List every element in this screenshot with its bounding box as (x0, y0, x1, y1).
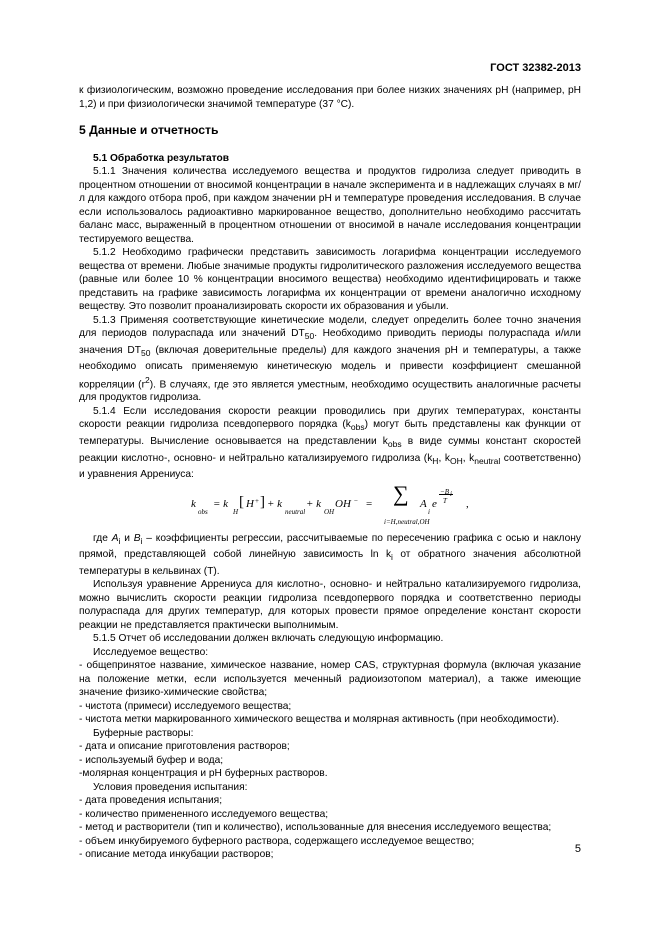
list-item: - чистота (примеси) исследуемого вещества; (79, 700, 292, 712)
standard-header: ГОСТ 32382-2013 (490, 62, 581, 74)
list-item: - дата и описание приготовления растворов; (79, 741, 290, 753)
buffers-label: Буферные растворы: (93, 727, 194, 739)
paragraph-5-1-4: 5.1.4 Если исследования скорости реакции проводились при других температурах, константы скорости реакции гидролиза псевдопервого порядка $(k_{obs})$ могут быть представлены как функции от температуры. Вычисление основывается на представлении $k_{obs}$ в виде суммы констант скоростей реакции кислотно-, основно- и нейтрально катализируемого гидролиза ($k_H$, $k_{OH}$, $k_{neutral}$ соответственно) и уравнения Аррениуса: (79, 405, 582, 481)
paragraph-5-1-3: 5.1.3 Применяя соответствующие кинетические модели, следует определить более точно значения для периодов полураспада или значений $DT_{50}$. Необходимо приводить периоды полураспада и/или значения $DT_{50}$ (включая доверительные пределы) для каждого значения pH и температуры, а также необходимо описать применяемую кинетическую модель и привести коэффициент смешанной корреляции $(r^2)$. В случаях, где это является уместным, необходимо осуществить аналогичные расчеты для продуктов гидролиза. (79, 314, 581, 404)
paragraph-5-1-1: 5.1.1 Значения количества исследуемого вещества и продуктов гидролиза следует приводить в процентном отношении от вносимой концентрации в начале эксперимента и в надлежащих случаях в мг/л для каждого отбора проб, при каждом значении pH и температуре проведения исследования. В случае если использовалось радиоактивно маркированное вещество, дополнительно необходимо рассчитать баланс масс, выраженный в процентном отношении от вносимой в начале исследования концентрации тестируемого вещества. (79, 166, 581, 245)
paragraph-arrhenius: Используя уравнение Аррениуса для кислотно-, основно- и нейтрально катализируемого гидролиза, можно вычислить скорости реакции гидролиза псевдопервого порядка и соответственно периоды полураспада для других температур, для которых провести прямое определение констант скорости реакции не представляется практически выполнимым. (79, 579, 581, 631)
list-item: - общепринятое название, химическое название, номер CAS, структурная формула (включая указание на положение метки, если используется меченный радиоизотопом материал), а также имеющие значение физико-химические свойства; (79, 660, 581, 699)
test-substance-label: Исследуемое вещество: (93, 646, 209, 658)
list-item: - описание метода инкубации растворов; (79, 849, 274, 861)
intro-paragraph: к физиологическим, возможно проведение исследования при более низких значениях pH (например, pH 1,2) и при физиологически значимой температуре (37 °С). (79, 85, 581, 110)
arrhenius-formula: k obs = k H [ H + ] + k neutral + k OH OH − = ∑ i=H,neutral,OH A i e −B i T , (191, 480, 469, 526)
paragraph-5-1-5: 5.1.5 Отчет об исследовании должен включать следующую информацию. (93, 633, 444, 645)
list-item: - количество примененного исследуемого вещества; (79, 808, 329, 820)
list-item: -молярная концентрация и pH буферных растворов. (79, 768, 328, 780)
page-number: 5 (574, 843, 581, 855)
conditions-label: Условия проведения испытания: (93, 781, 248, 793)
section-title: 5 Данные и отчетность (79, 123, 219, 137)
list-item: - дата проведения испытания; (79, 795, 223, 807)
list-item: - чистота метки маркированного химического вещества и молярная активность (при необходимости). (79, 714, 560, 726)
list-item: - объем инкубируемого буферного раствора, содержащего исследуемое вещество; (79, 835, 475, 847)
paragraph-5-1-2: 5.1.2 Необходимо графически представить зависимость логарифма концентрации исследуемого вещества от времени. Любые значимые продукты гидролитического разложения исследуемого вещества (равные или более 10 % концентрации вносимого вещества) необходимо идентифицировать и также представить на графике зависимость логарифма их концентрации от времени аналогично исходному веществу. Это позволит проанализировать скорости их образования и убыли. (79, 247, 581, 312)
list-item: - метод и растворители (тип и количество), использованные для внесения исследуемого вещества; (79, 822, 552, 834)
paragraph-where: где $A_i$ и $B_i$ – коэффициенты регрессии, рассчитываемые по пересечению графика с осью и наклону прямой, представляющей собой линейную зависимость $\ln k_i$ от обратного значения абсолютной температуры в кельвинах (Т). (79, 532, 582, 577)
list-item: - используемый буфер и вода; (79, 754, 224, 766)
document-body (79, 84, 581, 862)
subsection-title: 5.1 Обработка результатов (93, 152, 230, 164)
